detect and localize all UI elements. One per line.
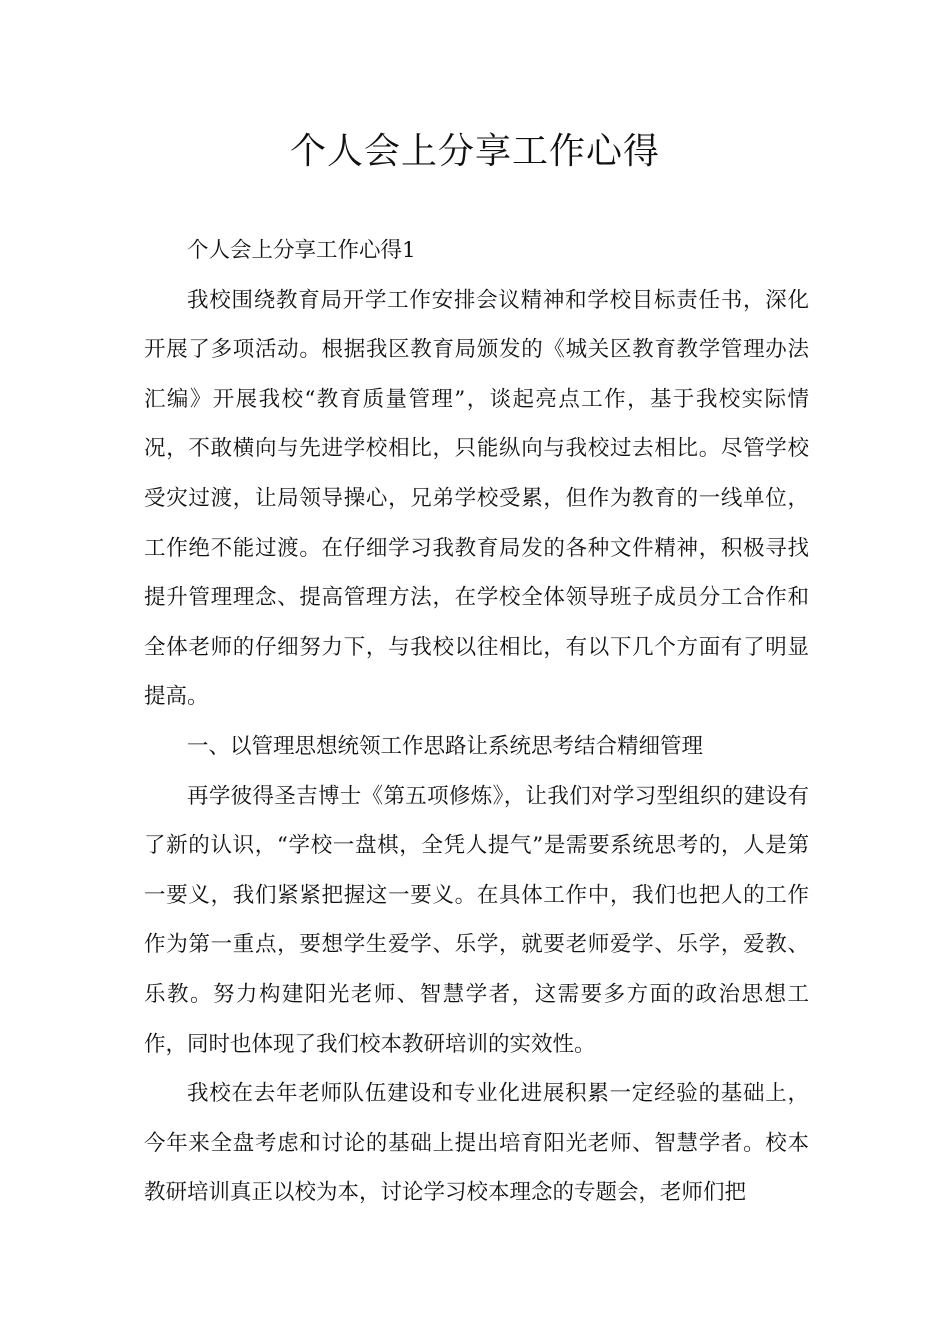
body-paragraph: 我校在去年老师队伍建设和专业化进展积累一定经验的基础上，今年来全盘考虑和讨论的基础上提出培育阳光老师、智慧学者。校本教研培训真正以校为本，讨论学习校本理念的专题会，老师们把 bbox=[144, 1081, 809, 1206]
document-body bbox=[144, 226, 809, 1218]
body-paragraph: 我校围绕教育局开学工作安排会议精神和学校目标责任书，深化开展了多项活动。根据我区教育局颁发的《城关区教育教学管理办法汇编》开展我校“教育质量管理”，谈起亮点工作，基于我校实际情况，不敢横向与先进学校相比，只能纵向与我校过去相比。尽管学校受灾过渡，让局领导操心，兄弟学校受累，但作为教育的一线单位，工作绝不能过渡。在仔细学习我教育局发的各种文件精神，积极寻找提升管理理念、提高管理方法，在学校全体领导班子成员分工合作和全体老师的仔细努力下，与我校以往相比，有以下几个方面有了明显提高。 bbox=[144, 287, 809, 710]
subtitle-paragraph: 个人会上分享工作心得1 bbox=[187, 238, 416, 263]
body-paragraph: 再学彼得圣吉博士《第五项修炼》，让我们对学习型组织的建设有了新的认识，“学校一盘棋，全凭人提气”是需要系统思考的，人是第一要义，我们紧紧把握这一要义。在具体工作中，我们也把人的工作作为第一重点，要想学生爱学、乐学，就要老师爱学、乐学，爱教、乐教。努力构建阳光老师、智慧学者，这需要多方面的政治思想工作，同时也体现了我们校本教研培训的实效性。 bbox=[144, 783, 809, 1057]
document-title: 个人会上分享工作心得 bbox=[289, 131, 660, 172]
section-heading: 一、以管理思想统领工作思路让系统思考结合精细管理 bbox=[187, 733, 704, 759]
